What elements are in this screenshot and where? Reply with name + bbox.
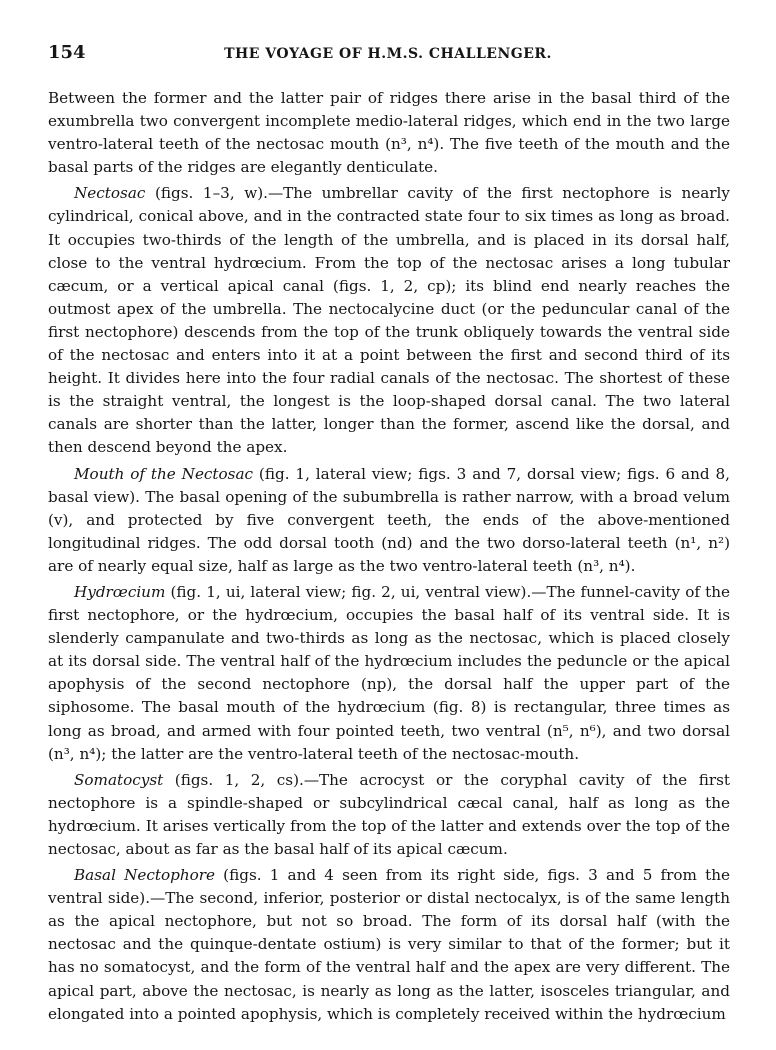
paragraph-mouth-of-nectosac <box>48 463 730 578</box>
paragraph-lead: Basal Nectophore <box>74 866 216 885</box>
body-text <box>48 87 730 1026</box>
page-header <box>48 40 728 66</box>
paragraph-somatocyst <box>48 769 730 861</box>
paragraph-text: (figs. 1 and 4 seen from its right side, figs. 3 and 5 from the ventral side).—The second, inferior, posterior or distal nectocalyx, is of the same length as the apical nectophore, but not so broad. The form of its dorsal half (with the nectosac and the quinque-dentate ostium) is very similar to that of the former; but it has no somatocyst, and the form of the ventral half and the apex are very different. The apical part, above the nectosac, is nearly as long as the latter, isosceles triangular, and elongated into a pointed apophysis, which is completely received within the hydrœcium <box>48 866 730 1023</box>
paragraph-basal-nectophore <box>48 864 730 1026</box>
paragraph-text: (fig. 1, lateral view; figs. 3 and 7, dorsal view; figs. 6 and 8, basal view). The basal opening of the subumbrella is rather narrow, with a broad velum (v), and protected by five convergent teeth, the ends of the above-mentioned longitudinal ridges. The odd dorsal tooth (nd) and the two dorso-lateral teeth (n¹, n²) are of nearly equal size, half as large as the two ventro-lateral teeth (n³, n⁴). <box>48 464 730 575</box>
paragraph-lead: Mouth of the Nectosac <box>74 464 254 483</box>
paragraph-ridges <box>48 87 730 179</box>
paragraph-nectosac <box>48 182 730 459</box>
paragraph-text: (figs. 1, 2, cs).—The acrocyst or the coryphal cavity of the first nectophore is a spindle-shaped or subcylindrical cæcal canal, half as long as the hydrœcium. It arises vertically from the top of the latter and extends over the top of the nectosac, about as far as the basal half of its apical cæcum. <box>48 770 730 858</box>
paragraph-text: (figs. 1–3, w).—The umbrellar cavity of the first nectophore is nearly cylindrical, conical above, and in the contracted state four to six times as long as broad. It occupies two-thirds of the length of the umbrella, and is placed in its dorsal half, close to the ventral hydrœcium. From the top of the nectosac arises a long tubular cæcum, or a vertical apical canal (figs. 1, 2, cp); its blind end nearly reaches the outmost apex of the umbrella. The nectocalycine duct (or the peduncular canal of the first nectophore) descends from the top of the trunk obliquely towards the ventral side of the nectosac and enters into it at a point between the first and second third of its height. It divides here into the four radial canals of the nectosac. The shortest of these is the straight ventral, the longest is the loop-shaped dorsal canal. The two lateral canals are shorter than the latter, longer than the former, ascend like the dorsal, and then descend beyond the apex. <box>48 184 730 457</box>
paragraph-text: Between the former and the latter pair of ridges there arise in the basal third of the exumbrella two convergent incomplete medio-lateral ridges, which end in the two large ventro-lateral teeth of the nectosac mouth (n³, n⁴). The five teeth of the mouth and the basal parts of the ridges are elegantly denticulate. <box>48 89 730 177</box>
paragraph-lead: Nectosac <box>74 184 146 203</box>
paragraph-lead: Hydrœcium <box>74 582 166 601</box>
paragraph-lead: Somatocyst <box>74 770 164 789</box>
paragraph-hydroecium <box>48 581 730 766</box>
paragraph-text: (fig. 1, ui, lateral view; fig. 2, ui, ventral view).—The funnel-cavity of the first nectophore, or the hydrœcium, occupies the basal half of its ventral side. It is slenderly campanulate and two-thirds as long as the nectosac, which is placed closely at its dorsal side. The ventral half of the hydrœcium includes the peduncle or the apical apophysis of the second nectophore (np), the dorsal half the upper part of the siphosome. The basal mouth of the hydrœcium (fig. 8) is rectangular, three times as long as broad, and armed with four pointed teeth, two ventral (n⁵, n⁶), and two dorsal (n³, n⁴); the latter are the ventro-lateral teeth of the nectosac-mouth. <box>48 582 730 763</box>
running-title: THE VOYAGE OF H.M.S. CHALLENGER. <box>224 46 552 62</box>
page-number: 154 <box>48 42 86 63</box>
